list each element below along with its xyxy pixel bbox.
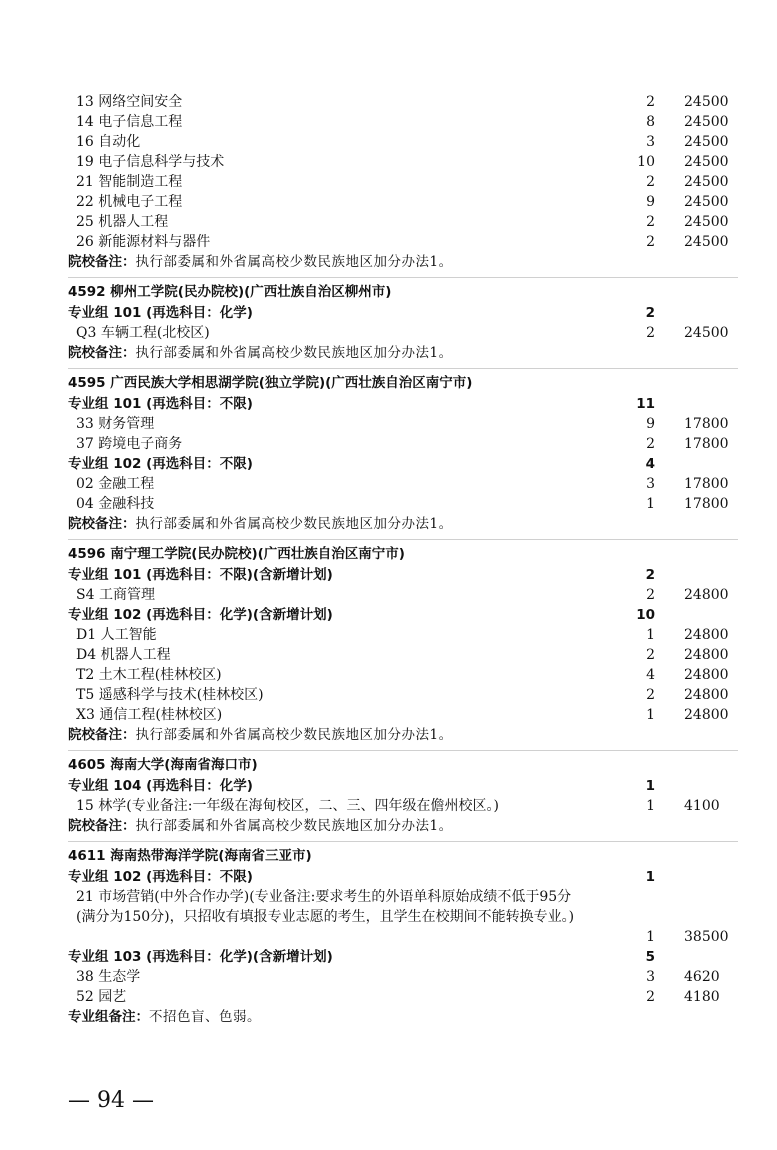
- group-name: 专业组 104 (再选科目：化学): [68, 778, 253, 794]
- note-text: 执行部委属和外省属高校少数民族地区加分办法1。: [135, 516, 453, 532]
- group-count: 11: [636, 396, 655, 412]
- plan-count: 10: [637, 154, 655, 170]
- page-number: — 94 —: [68, 1088, 154, 1113]
- section-divider: [68, 841, 738, 842]
- plan-count: 2: [646, 94, 655, 110]
- plan-count: 2: [646, 587, 655, 603]
- major-name: 21 智能制造工程: [76, 174, 183, 190]
- group-name: 专业组 101 (再选科目：不限)(含新增计划): [68, 567, 333, 583]
- major-name: 37 跨境电子商务: [76, 436, 183, 452]
- plan-count: 2: [646, 647, 655, 663]
- major-row: [0, 796, 777, 816]
- school-note: [0, 725, 777, 745]
- major-row: [0, 705, 777, 725]
- tuition-fee: 17800: [684, 496, 729, 512]
- major-row: [0, 152, 777, 172]
- plan-count: 1: [646, 798, 655, 814]
- note-label: 院校备注：: [68, 516, 136, 532]
- major-name: 16 自动化: [76, 134, 141, 150]
- tuition-fee: 4620: [684, 969, 720, 985]
- school-note: [0, 1007, 777, 1027]
- note-label: 院校备注：: [68, 345, 136, 361]
- group-count: 1: [645, 869, 655, 885]
- note-text: 执行部委属和外省属高校少数民族地区加分办法1。: [135, 345, 453, 361]
- section-divider: [68, 277, 738, 278]
- plan-count: 1: [646, 627, 655, 643]
- major-name: 52 园艺: [76, 989, 127, 1005]
- tuition-fee: 4180: [684, 989, 720, 1005]
- group-count: 5: [645, 949, 655, 965]
- plan-count: 2: [646, 325, 655, 341]
- major-row: [0, 585, 777, 605]
- plan-count: 4: [646, 667, 655, 683]
- tuition-fee: 24500: [684, 134, 729, 150]
- group-name: 专业组 102 (再选科目：不限): [68, 456, 253, 472]
- plan-count: 9: [646, 194, 655, 210]
- tuition-fee: 24500: [684, 234, 729, 250]
- major-name: 21 市场营销(中外合作办学)(专业备注:要求考生的外语单科原始成绩不低于95分(满分为150分)，只招收有填报专业志愿的考生，且学生在校期间不能转换专业。): [76, 889, 575, 925]
- tuition-fee: 4100: [684, 798, 720, 814]
- tuition-fee: 24800: [684, 687, 729, 703]
- group-count: 2: [645, 567, 655, 583]
- plan-count: 2: [646, 234, 655, 250]
- major-group-header: [0, 394, 777, 414]
- major-row: [0, 474, 777, 494]
- major-group-header: [0, 867, 777, 887]
- plan-count: 1: [646, 707, 655, 723]
- note-label: 院校备注：: [68, 818, 136, 834]
- major-group-header: [0, 947, 777, 967]
- tuition-fee: 24800: [684, 667, 729, 683]
- major-name: T5 遥感科学与技术(桂林校区): [76, 687, 264, 703]
- major-name: 38 生态学: [76, 969, 141, 985]
- document-body: [0, 92, 777, 1027]
- school-title: 4605 海南大学(海南省海口市): [68, 757, 258, 773]
- tuition-fee: 24800: [684, 707, 729, 723]
- note-label: 院校备注：: [68, 254, 136, 270]
- school-note: [0, 816, 777, 836]
- plan-count: 2: [646, 174, 655, 190]
- major-row: [0, 172, 777, 192]
- major-name: 04 金融科技: [76, 496, 155, 512]
- section-divider: [68, 368, 738, 369]
- group-name: 专业组 102 (再选科目：化学)(含新增计划): [68, 607, 333, 623]
- major-row: [0, 434, 777, 454]
- school-note: [0, 514, 777, 534]
- group-count: 2: [645, 305, 655, 321]
- section-divider: [68, 539, 738, 540]
- major-name: 15 林学(专业备注:一年级在海甸校区，二、三、四年级在儋州校区。): [76, 798, 499, 814]
- group-count: 10: [636, 607, 655, 623]
- tuition-fee: 24500: [684, 94, 729, 110]
- plan-count: 2: [646, 214, 655, 230]
- major-row: [0, 192, 777, 212]
- note-text: 执行部委属和外省属高校少数民族地区加分办法1。: [135, 818, 453, 834]
- group-count: 4: [645, 456, 655, 472]
- plan-count: 9: [646, 416, 655, 432]
- major-name: S4 工商管理: [76, 587, 155, 603]
- major-group-header: [0, 303, 777, 323]
- school-title: 4596 南宁理工学院(民办院校)(广西壮族自治区南宁市): [68, 546, 405, 562]
- major-name: X3 通信工程(桂林校区): [76, 707, 223, 723]
- major-row: [0, 645, 777, 665]
- major-name: Q3 车辆工程(北校区): [76, 325, 210, 341]
- major-name: 19 电子信息科学与技术: [76, 154, 225, 170]
- plan-count: 2: [646, 436, 655, 452]
- plan-count: 3: [646, 134, 655, 150]
- major-name: 33 财务管理: [76, 416, 155, 432]
- section-divider: [68, 750, 738, 751]
- major-row: [0, 987, 777, 1007]
- school-title: 4611 海南热带海洋学院(海南省三亚市): [68, 848, 312, 864]
- major-row: [0, 132, 777, 152]
- tuition-fee: 24500: [684, 114, 729, 130]
- group-name: 专业组 101 (再选科目：不限): [68, 396, 253, 412]
- major-row: [0, 112, 777, 132]
- tuition-fee: 24800: [684, 647, 729, 663]
- major-group-header: [0, 565, 777, 585]
- tuition-fee: 17800: [684, 436, 729, 452]
- school-note: [0, 252, 777, 272]
- major-name: 14 电子信息工程: [76, 114, 183, 130]
- group-count: 1: [645, 778, 655, 794]
- major-row: [0, 414, 777, 434]
- major-name: D4 机器人工程: [76, 647, 171, 663]
- major-name: 22 机械电子工程: [76, 194, 183, 210]
- plan-count: 1: [646, 496, 655, 512]
- major-row: [0, 625, 777, 645]
- plan-count: 2: [646, 989, 655, 1005]
- tuition-fee: 17800: [684, 476, 729, 492]
- tuition-fee: 24500: [684, 325, 729, 341]
- school-note: [0, 343, 777, 363]
- note-label: 院校备注：: [68, 727, 136, 743]
- major-name: D1 人工智能: [76, 627, 157, 643]
- major-name: 02 金融工程: [76, 476, 155, 492]
- school-title: 4592 柳州工学院(民办院校)(广西壮族自治区柳州市): [68, 284, 392, 300]
- tuition-fee: 17800: [684, 416, 729, 432]
- major-group-header: [0, 454, 777, 474]
- major-row: [0, 323, 777, 343]
- major-row: [0, 887, 777, 947]
- major-row: [0, 212, 777, 232]
- tuition-fee: 24800: [684, 627, 729, 643]
- major-row: [0, 685, 777, 705]
- major-row: [0, 967, 777, 987]
- plan-count: 8: [646, 114, 655, 130]
- plan-count: 3: [646, 969, 655, 985]
- tuition-fee: 24500: [684, 154, 729, 170]
- major-name: 26 新能源材料与器件: [76, 234, 211, 250]
- note-text: 执行部委属和外省属高校少数民族地区加分办法1。: [135, 727, 453, 743]
- tuition-fee: 24500: [684, 174, 729, 190]
- school-title: 4595 广西民族大学相思湖学院(独立学院)(广西壮族自治区南宁市): [68, 375, 473, 391]
- major-name: 25 机器人工程: [76, 214, 169, 230]
- major-row: [0, 494, 777, 514]
- major-group-header: [0, 776, 777, 796]
- major-group-header: [0, 605, 777, 625]
- tuition-fee: 24800: [684, 587, 729, 603]
- major-row: [0, 232, 777, 252]
- major-name: 13 网络空间安全: [76, 94, 183, 110]
- plan-count: 3: [646, 476, 655, 492]
- tuition-fee: 38500: [684, 929, 729, 945]
- major-row: [0, 665, 777, 685]
- tuition-fee: 24500: [684, 194, 729, 210]
- tuition-fee: 24500: [684, 214, 729, 230]
- group-name: 专业组 102 (再选科目：不限): [68, 869, 253, 885]
- group-name: 专业组 103 (再选科目：化学)(含新增计划): [68, 949, 333, 965]
- note-text: 执行部委属和外省属高校少数民族地区加分办法1。: [135, 254, 453, 270]
- note-text: 不招色盲、色弱。: [149, 1009, 261, 1025]
- major-row: [0, 92, 777, 112]
- major-name: T2 土木工程(桂林校区): [76, 667, 222, 683]
- note-label: 专业组备注：: [68, 1009, 149, 1025]
- group-name: 专业组 101 (再选科目：化学): [68, 305, 253, 321]
- plan-count: 1: [646, 929, 655, 945]
- plan-count: 2: [646, 687, 655, 703]
